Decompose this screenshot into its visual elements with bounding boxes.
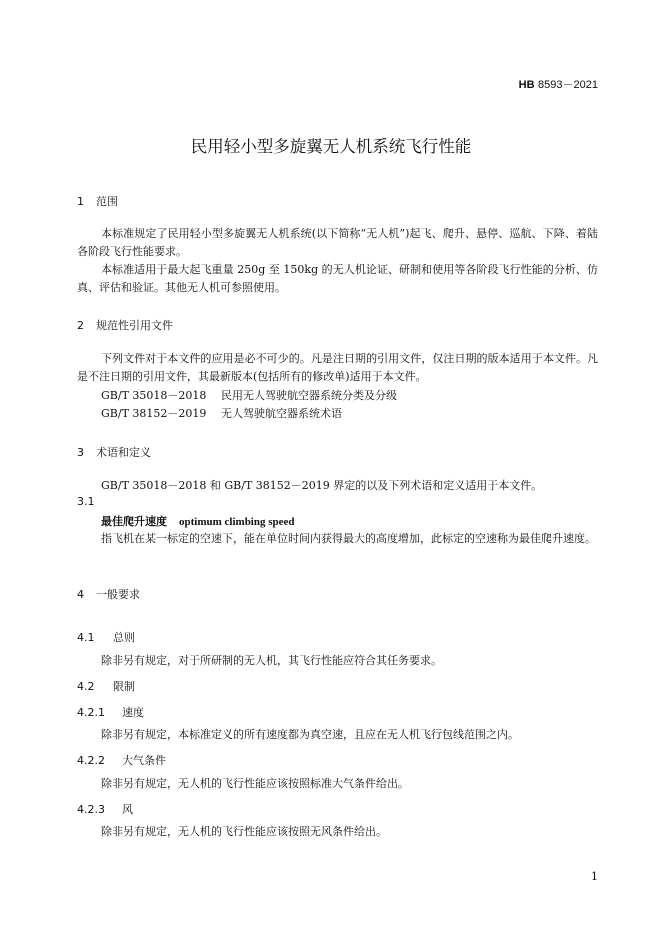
subsection-number: 4.2.3 (77, 803, 105, 816)
term-chinese: 最佳爬升速度 (101, 515, 167, 528)
term-definition: 指飞机在某一标定的空速下，能在单位时间内获得最大的高度增加，此标定的空速称为最佳爬升速度。 (101, 532, 596, 545)
section-3-heading (77, 444, 151, 460)
subsection-4-1-heading (77, 629, 135, 645)
reference-code: GB/T 38152－2019 (101, 407, 207, 420)
standard-prefix: HB (518, 79, 535, 91)
subsection-number: 4.2.2 (77, 754, 105, 767)
section-1-heading (77, 193, 118, 209)
term-number: 3.1 (77, 495, 95, 508)
subsection-number: 4.2 (77, 680, 95, 693)
document-title: 民用轻小型多旋翼无人机系统飞行性能 (190, 137, 472, 156)
section-number: 3 (77, 446, 84, 459)
section-3-paragraph: GB/T 35018－2018 和 GB/T 38152－2019 界定的以及下列术语和定义适用于本文件。 (101, 479, 543, 492)
section-2-paragraph: 下列文件对于本文件的应用是必不可少的。凡是注日期的引用文件，仅注日期的版本适用于本文件。凡是不注日期的引用文件，其最新版本(包括所有的修改单)适用于本文件。 (77, 352, 598, 383)
section-title: 规范性引用文件 (96, 319, 173, 332)
standard-code: 8593－2021 (538, 79, 598, 91)
section-title: 范围 (96, 195, 118, 208)
section-4-heading (77, 586, 140, 602)
page-number: 1 (591, 870, 598, 883)
reference-item (101, 405, 342, 421)
standard-number (519, 76, 598, 92)
subsection-4-2-1-text: 除非另有规定，本标准定义的所有速度都为真空速，且应在无人机飞行包线范围之内。 (101, 728, 519, 741)
subsection-title: 总则 (113, 631, 135, 644)
subsection-number: 4.1 (77, 631, 95, 644)
reference-item (101, 387, 397, 403)
reference-title: 无人驾驶航空器系统术语 (221, 407, 342, 420)
subsection-4-1-text: 除非另有规定，对于所研制的无人机，其飞行性能应符合其任务要求。 (101, 654, 442, 667)
subsection-4-2-heading (77, 678, 135, 694)
subsection-title: 速度 (122, 706, 144, 719)
subsection-number: 4.2.1 (77, 706, 105, 719)
section-title: 一般要求 (96, 588, 140, 601)
subsection-4-2-2-heading (77, 752, 166, 768)
section-1-paragraph-1: 本标准规定了民用轻小型多旋翼无人机系统(以下简称“无人机”)起飞、爬升、悬停、巡航、下降、着陆各阶段飞行性能要求。 (77, 227, 598, 258)
section-number: 2 (77, 319, 84, 332)
subsection-title: 大气条件 (122, 754, 166, 767)
section-1-paragraph-2: 本标准适用于最大起飞重量 250g 至 150kg 的无人机论证、研制和使用等各阶段飞行性能的分析、仿真、评估和验证。其他无人机可参照使用。 (77, 263, 598, 294)
section-2-heading (77, 317, 173, 333)
subsection-4-2-2-text: 除非另有规定，无人机的飞行性能应该按照标准大气条件给出。 (101, 777, 409, 790)
section-number: 1 (77, 195, 84, 208)
section-number: 4 (77, 588, 84, 601)
reference-title: 民用无人驾驶航空器系统分类及分级 (221, 389, 397, 402)
subsection-4-2-3-text: 除非另有规定，无人机的飞行性能应该按照无风条件给出。 (101, 825, 387, 838)
reference-code: GB/T 35018－2018 (101, 389, 207, 402)
subsection-title: 风 (122, 803, 133, 816)
term-heading (101, 513, 295, 529)
subsection-4-2-3-heading (77, 801, 133, 817)
subsection-4-2-1-heading (77, 704, 144, 720)
subsection-title: 限制 (113, 680, 135, 693)
section-title: 术语和定义 (96, 446, 151, 459)
term-english: optimum climbing speed (179, 516, 295, 528)
